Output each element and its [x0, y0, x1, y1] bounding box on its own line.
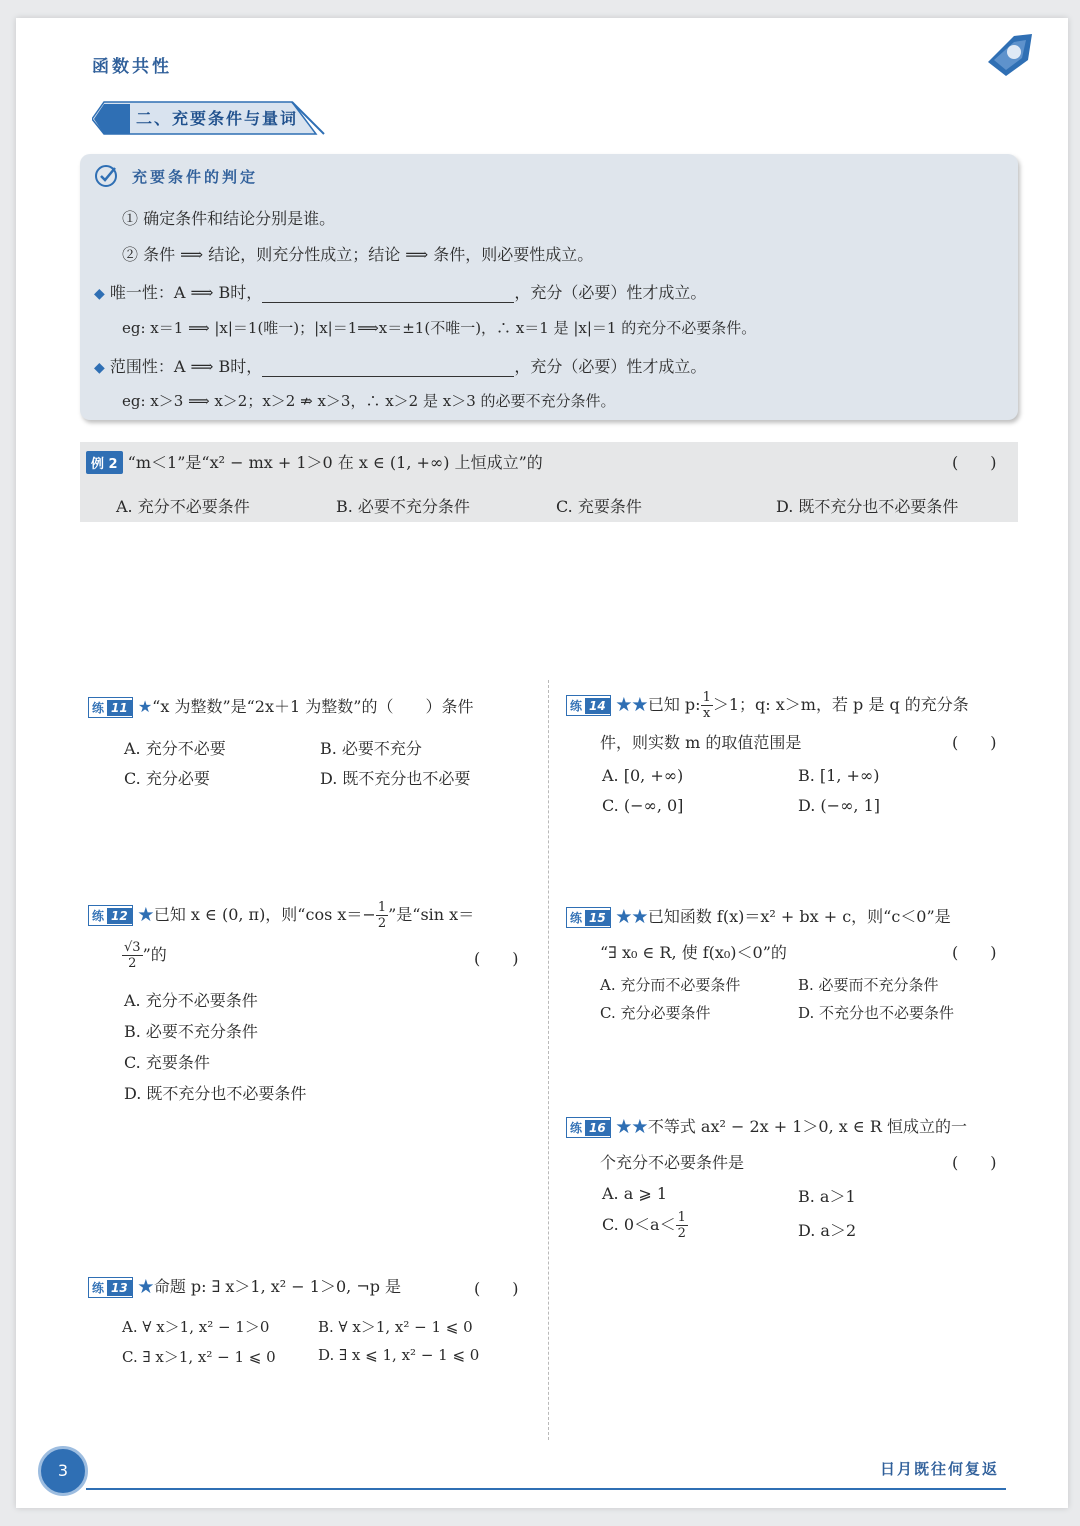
practice-13-stem-line — [88, 1274, 401, 1298]
practice-16-stem-part2: 个充分不必要条件是 — [600, 1153, 745, 1172]
difficulty-stars: ★ — [137, 1277, 154, 1296]
practice-15-option-a[interactable]: A. 充分而不必要条件 — [600, 976, 741, 994]
practice-15-answer-paren[interactable]: ( ) — [952, 943, 997, 962]
practice-12-answer-paren[interactable]: ( ) — [474, 949, 519, 968]
range-line — [94, 354, 706, 377]
difficulty-stars: ★★ — [615, 1117, 648, 1136]
diamond-bullet-icon: ◆ — [94, 360, 105, 376]
practice-15-stem-part2: “∃ x₀ ∈ R, 使 f(x₀)＜0”的 — [600, 943, 787, 962]
logo-icon — [984, 30, 1036, 80]
practice-14-option-b[interactable]: B. [1, +∞) — [798, 766, 880, 785]
example-2-option-c[interactable]: C. 充要条件 — [556, 497, 642, 516]
practice-14-option-c[interactable]: C. (−∞, 0] — [602, 796, 684, 815]
box-step-1: ① 确定条件和结论分别是谁。 — [122, 209, 336, 228]
box-title: 充要条件的判定 — [132, 168, 259, 186]
practice-badge: 练 12 — [88, 905, 133, 926]
practice-13-stem: 命题 p: ∃ x＞1, x² − 1＞0, ¬p 是 — [153, 1277, 402, 1296]
practice-14-stem-part2: ＞1；q: x＞m，若 p 是 q 的充分条 — [712, 695, 969, 714]
difficulty-stars: ★★ — [615, 907, 648, 926]
uniq-line — [94, 280, 706, 303]
range-suffix: ，充分（必要）性才成立。 — [514, 357, 707, 376]
range-example: eg: x＞3 ⟹ x＞2；x＞2 ⇏ x＞3，∴ x＞2 是 x＞3 的必要不充分条件。 — [122, 392, 616, 410]
uniq-example: eg: x＝1 ⟹ |x|＝1(唯一)；|x|＝1⟹x＝±1(不唯一)，∴ x＝1 是 |x|＝1 的充分不必要条件。 — [122, 319, 757, 337]
fraction: $\frac{1}{2}$ — [677, 1210, 686, 1241]
practice-11-option-d[interactable]: D. 既不充分也不必要 — [320, 769, 471, 788]
practice-badge: 练 13 — [88, 1277, 133, 1298]
practice-badge: 练 16 — [566, 1117, 611, 1138]
range-blank — [262, 358, 514, 377]
practice-13-option-a[interactable]: A. ∀ x＞1, x² − 1＞0 — [122, 1318, 270, 1336]
page — [16, 18, 1068, 1508]
practice-16-option-c[interactable] — [602, 1210, 688, 1241]
practice-12-stem-part3: ”的 — [142, 945, 167, 964]
example-2-option-b[interactable]: B. 必要不充分条件 — [336, 497, 470, 516]
practice-15-stem-line — [566, 904, 951, 928]
uniq-blank — [262, 284, 514, 303]
practice-16-stem-part1: 不等式 ax² − 2x + 1＞0, x ∈ R 恒成立的一 — [647, 1117, 967, 1136]
practice-badge: 练 11 — [88, 697, 133, 718]
practice-13-option-b[interactable]: B. ∀ x＞1, x² − 1 ⩽ 0 — [318, 1318, 473, 1336]
practice-16-stem-line — [566, 1114, 967, 1138]
example-2-option-d[interactable]: D. 既不充分也不必要条件 — [776, 497, 959, 516]
uniq-prefix: 唯一性：A ⟹ B时， — [109, 283, 263, 302]
practice-11-stem: “x 为整数”是“2x＋1 为整数”的（ ）条件 — [152, 697, 474, 716]
practice-14-stem-part3: 件，则实数 m 的取值范围是 — [600, 733, 802, 752]
fraction: $\frac{1}{x}$ — [702, 690, 711, 721]
practice-12-stem-part2: ”是“sin x＝ — [388, 905, 475, 924]
practice-13-option-c[interactable]: C. ∃ x＞1, x² − 1 ⩽ 0 — [122, 1348, 276, 1366]
practice-14-stem-line — [566, 690, 969, 721]
box-step-2: ② 条件 ⟹ 结论，则充分性成立；结论 ⟹ 条件，则必要性成立。 — [122, 245, 594, 264]
section-title: 二、充要条件与量词 — [136, 109, 299, 128]
practice-11-option-a[interactable]: A. 充分不必要 — [124, 739, 226, 758]
practice-12-stem-line-2 — [122, 940, 167, 971]
example-2-stem-line — [86, 450, 543, 474]
practice-16-option-b[interactable]: B. a＞1 — [798, 1187, 856, 1206]
example-2-stem: “m＜1”是“x² − mx + 1＞0 在 x ∈ (1, +∞) 上恒成立”的 — [127, 453, 543, 472]
practice-12-stem-line — [88, 900, 474, 931]
check-circle-icon — [94, 164, 118, 188]
difficulty-stars: ★ — [137, 697, 153, 716]
practice-14-answer-paren[interactable]: ( ) — [952, 733, 997, 752]
practice-15-stem-part1: 已知函数 f(x)＝x² + bx + c，则“c＜0”是 — [647, 907, 951, 926]
practice-16-option-a[interactable]: A. a ⩾ 1 — [602, 1184, 668, 1203]
header-title: 函数共性 — [92, 57, 172, 77]
practice-14-option-d[interactable]: D. (−∞, 1] — [798, 796, 880, 815]
practice-12-option-c[interactable]: C. 充要条件 — [124, 1053, 210, 1072]
practice-16-option-d[interactable]: D. a＞2 — [798, 1221, 857, 1240]
practice-12-option-b[interactable]: B. 必要不充分条件 — [124, 1022, 258, 1041]
practice-15-option-c[interactable]: C. 充分必要条件 — [600, 1004, 711, 1022]
footer-rule — [86, 1488, 1006, 1490]
column-divider — [548, 680, 549, 1440]
practice-15-option-b[interactable]: B. 必要而不充分条件 — [798, 976, 939, 994]
practice-11-option-b[interactable]: B. 必要不充分 — [320, 739, 422, 758]
fraction: $\frac{1}{2}$ — [377, 900, 387, 931]
practice-11-stem-line — [88, 694, 473, 718]
practice-12-option-a[interactable]: A. 充分不必要条件 — [124, 991, 258, 1010]
practice-16-answer-paren[interactable]: ( ) — [952, 1153, 997, 1172]
example-badge: 例 2 — [86, 451, 123, 474]
practice-13-answer-paren[interactable]: ( ) — [474, 1279, 519, 1298]
example-2-option-a[interactable]: A. 充分不必要条件 — [116, 497, 250, 516]
difficulty-stars: ★ — [137, 905, 154, 924]
difficulty-stars: ★★ — [615, 695, 648, 714]
practice-11-option-c[interactable]: C. 充分必要 — [124, 769, 210, 788]
example-2-answer-paren[interactable]: ( ) — [952, 453, 997, 472]
practice-badge: 练 15 — [566, 907, 611, 928]
practice-14-option-a[interactable]: A. [0, +∞) — [602, 766, 684, 785]
fraction: $\frac{√3}{2}$ — [124, 940, 141, 971]
practice-13-option-d[interactable]: D. ∃ x ⩽ 1, x² − 1 ⩽ 0 — [318, 1346, 480, 1364]
practice-15-option-d[interactable]: D. 不充分也不必要条件 — [798, 1004, 955, 1022]
footer-motto: 日月既往何复返 — [880, 1460, 1000, 1478]
diamond-bullet-icon: ◆ — [94, 286, 105, 302]
practice-14-stem-part1: 已知 p: — [647, 695, 701, 714]
page-number: 3 — [38, 1446, 88, 1496]
range-prefix: 范围性：A ⟹ B时， — [109, 357, 263, 376]
practice-12-stem-part1: 已知 x ∈ (0, π)，则“cos x＝− — [153, 905, 376, 924]
practice-badge: 练 14 — [566, 695, 611, 716]
option-c-text: C. 0＜a＜ — [602, 1215, 676, 1234]
uniq-suffix: ，充分（必要）性才成立。 — [514, 283, 707, 302]
practice-12-option-d[interactable]: D. 既不充分也不必要条件 — [124, 1084, 307, 1103]
